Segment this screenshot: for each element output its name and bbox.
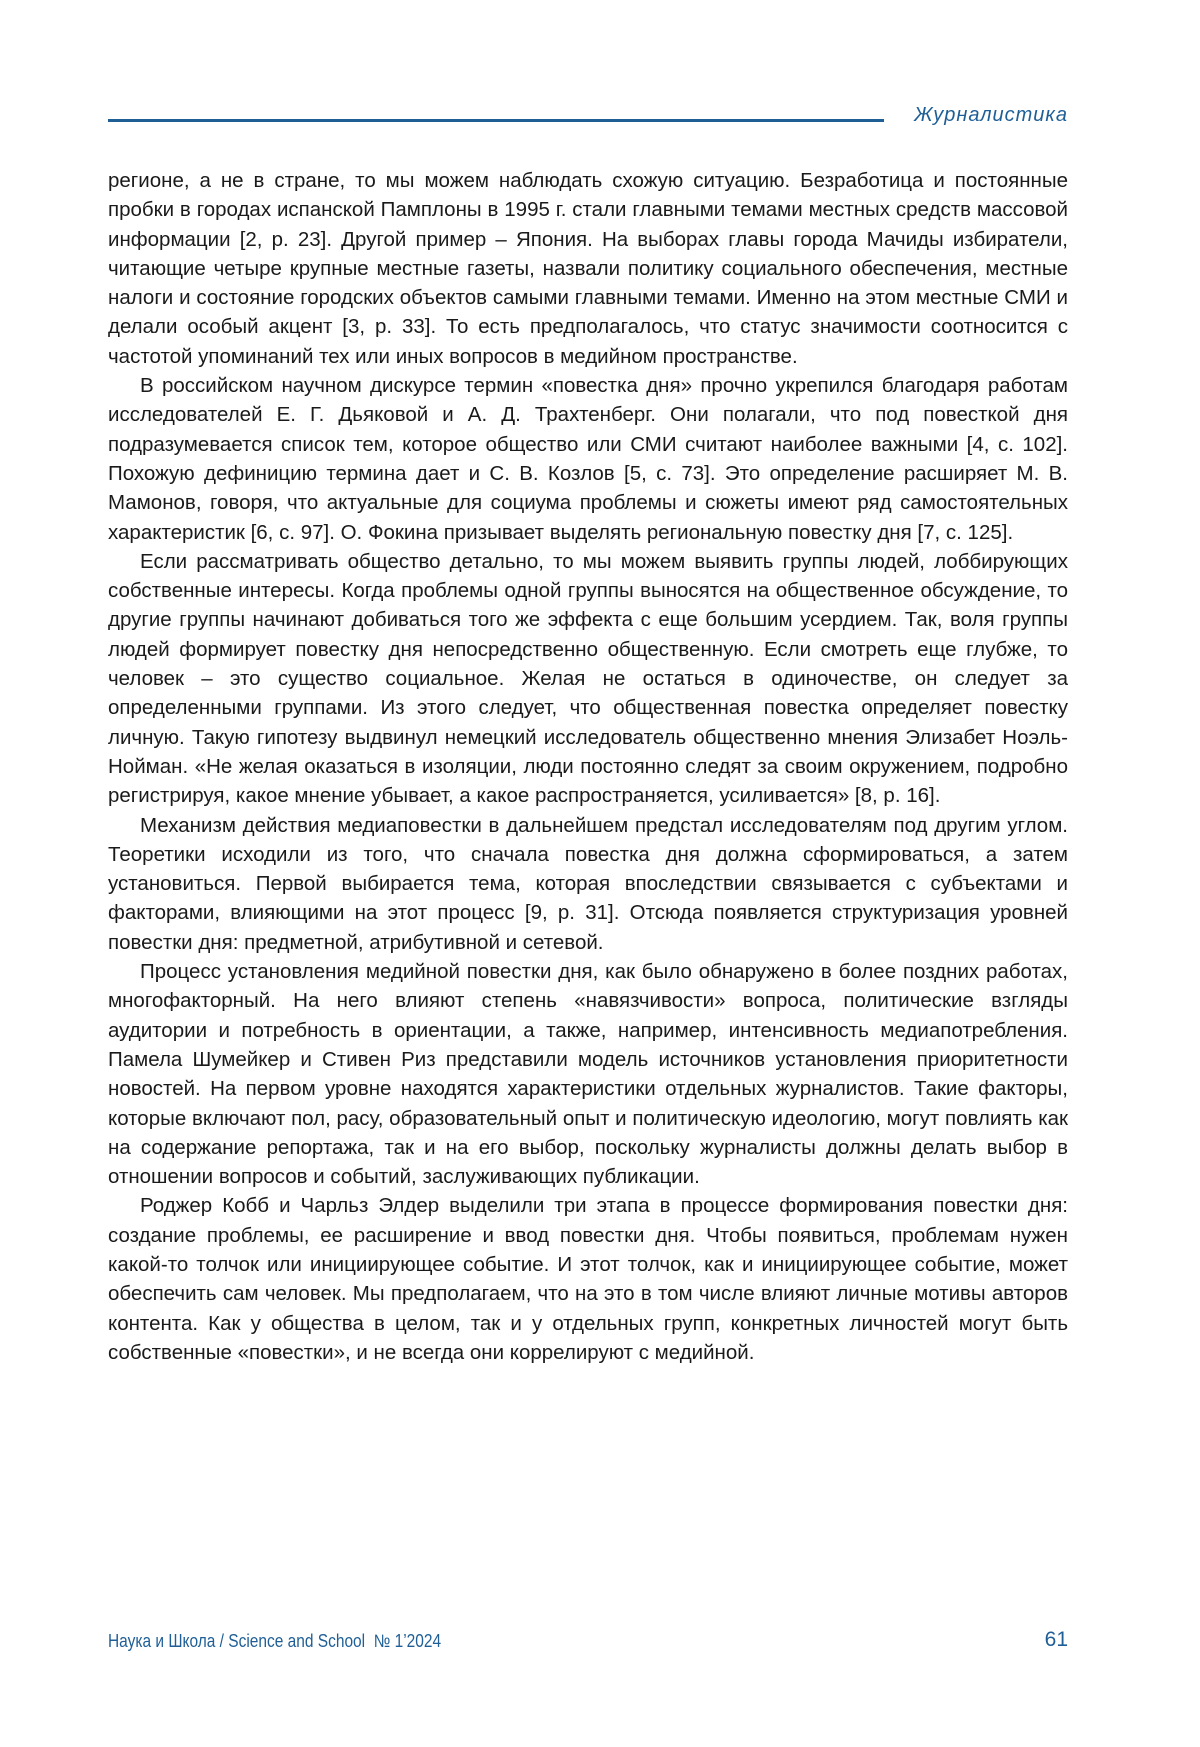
footer-journal-title bbox=[108, 1631, 441, 1652]
paragraph: Механизм действия медиаповестки в дальнейшем предстал исследователям под другим углом. Теоретики исходили из того, что сначала повестка дня должна сформироваться, а затем установиться. Первой выбирается тема, которая впоследствии связывается с субъектами и факторами, влияющими на этот процесс [9, p. 31]. Отсюда появляется структуризация уровней повестки дня: предметной, атрибутивной и сетевой. bbox=[108, 813, 1068, 954]
section-label: Журналистика bbox=[914, 104, 1068, 126]
header-rule bbox=[108, 119, 884, 122]
paragraph: регионе, а не в стране, то мы можем наблюдать схожую ситуацию. Безработица и постоянные пробки в городах испанской Памплоны в 1995 г. стали главными темами местных средств массовой информации [2, p. 23]. Другой пример – Япония. На выборах главы города Мачиды избиратели, читающие четыре крупные местные газеты, назвали политику социального обеспечения, местные налоги и состояние городских объектов самыми главными темами. Именно на этом местные СМИ и делали особый акцент [3, p. 33]. То есть предполагалось, что статус значимости соотносится с частотой упоминаний тех или иных вопросов в медийном пространстве. bbox=[108, 169, 1068, 368]
journal-name: Наука и Школа / Science and School bbox=[108, 1631, 366, 1651]
paragraph: Роджер Кобб и Чарльз Элдер выделили три этапа в процессе формирования повестки дня: создание проблемы, ее расширение и ввод повестки дня. Чтобы появиться, проблемам нужен какой-то толчок или инициирующее событие. И этот толчок, как и инициирующее событие, может обеспечить сам человек. Мы предполагаем, что на это в том числе влияют личные мотивы авторов контента. Как у общества в целом, так и у отдельных групп, конкретных личностей могут быть собственные «повестки», и не всегда они коррелируют с медийной. bbox=[108, 1194, 1068, 1364]
issue-number: № 1’2024 bbox=[373, 1631, 442, 1651]
paragraph: Если рассматривать общество детально, то мы можем выявить группы людей, лоббирующих собственные интересы. Когда проблемы одной группы выносятся на общественное обсуждение, то другие группы начинают добиваться того же эффекта с еще большим усердием. Так, воля группы людей формирует повестку дня непосредственно общественную. Если смотреть еще глубже, то человек – это существо социальное. Желая не остаться в одиночестве, он следует за определенными группами. Из этого следует, что общественная повестка определяет повестку личную. Такую гипотезу выдвинул немецкий исследователь общественно мнения Элизабет Ноэль-Нойман. «Не желая оказаться в изоляции, люди постоянно следят за своим окружением, подробно регистрируя, какое мнение убывает, а какое распространяется, усиливается» [8, p. 16]. bbox=[108, 549, 1068, 808]
paragraph: В российском научном дискурсе термин «повестка дня» прочно укрепился благодаря работам исследователей Е. Г. Дьяковой и А. Д. Трахтенберг. Они полагали, что под повесткой дня подразумевается список тем, которое общество или СМИ считают наиболее важными [4, с. 102]. Похожую дефиницию термина дает и С. В. Козлов [5, с. 73]. Это определение расширяет М. В. Мамонов, говоря, что актуальные для социума проблемы и сюжеты имеют ряд самостоятельных характеристик [6, с. 97]. О. Фокина призывает выделять региональную повестку дня [7, с. 125]. bbox=[108, 374, 1068, 544]
paragraph: Процесс установления медийной повестки дня, как было обнаружено в более поздних работах, многофакторный. На него влияют степень «навязчивости» вопроса, политические взгляды аудитории и потребность в ориентации, а также, например, интенсивность медиапотребления. Памела Шумейкер и Стивен Риз представили модель источников установления приоритетности новостей. На первом уровне находятся характеристики отдельных журналистов. Такие факторы, которые включают пол, расу, образовательный опыт и политическую идеологию, могут повлиять как на содержание репортажа, так и на его выбор, поскольку журналисты должны делать выбор в отношении вопросов и событий, заслуживающих публикации. bbox=[108, 960, 1068, 1189]
page-number: 61 bbox=[1044, 1628, 1068, 1651]
article-body bbox=[108, 166, 1068, 1367]
